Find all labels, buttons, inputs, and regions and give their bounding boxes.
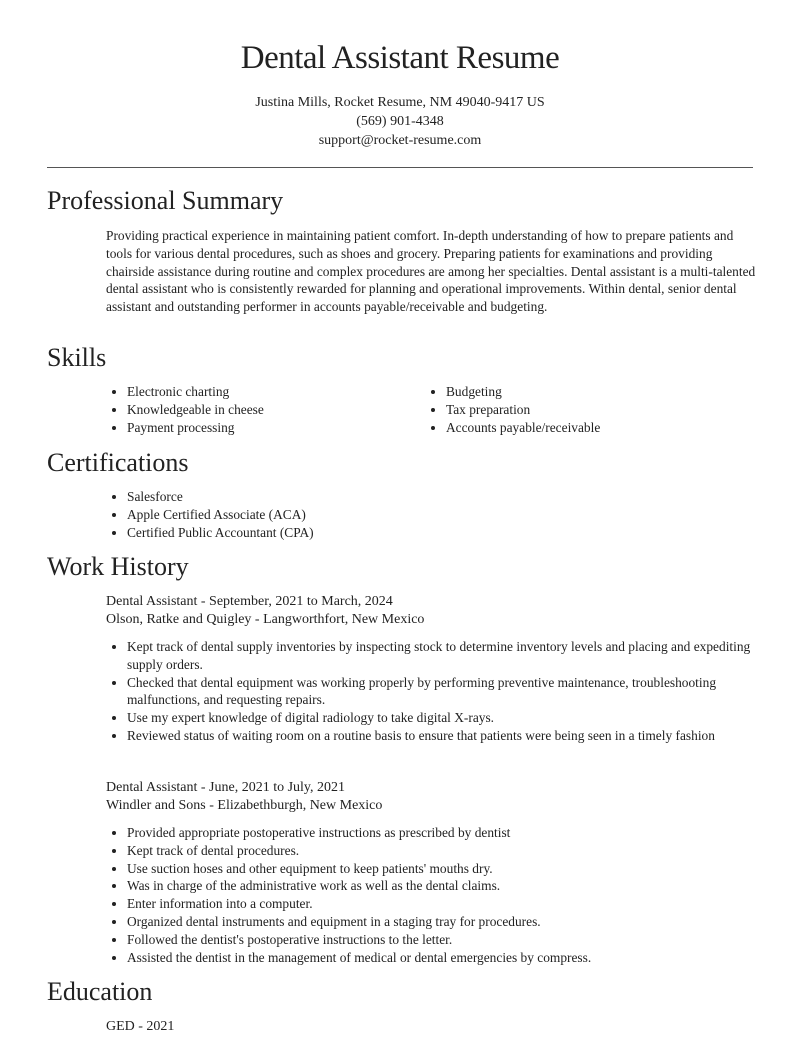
job-bullet: • Assisted the dentist in the management of medical or dental emergencies by compress.: [127, 949, 777, 967]
skill-item: • Tax preparation: [446, 401, 746, 419]
job-bullet: • Checked that dental equipment was working properly by performing preventive maintenance, troubleshooting malfunctions, and requesting repairs.: [127, 674, 777, 710]
job-bullet: • Provided appropriate postoperative instructions as prescribed by dentist: [127, 824, 777, 842]
job-bullet: • Use suction hoses and other equipment to keep patients' mouths dry.: [127, 860, 777, 878]
certifications-list: [106, 488, 727, 541]
job-title-line: Dental Assistant - June, 2021 to July, 2021: [106, 780, 346, 795]
job-bullet: • Kept track of dental procedures.: [127, 842, 777, 860]
skill-item: • Electronic charting: [127, 383, 427, 401]
section-heading-work-history: Work History: [47, 552, 189, 581]
skills-list-right: [425, 383, 746, 436]
job-bullet: • Was in charge of the administrative work as well as the dental claims.: [127, 877, 777, 895]
contact-email: support@rocket-resume.com: [318, 133, 482, 148]
job-company-line: Olson, Ratke and Quigley - Langworthfort, New Mexico: [106, 612, 425, 627]
contact-address: Justina Mills, Rocket Resume, NM 49040-9417 US: [255, 95, 545, 110]
skill-item: • Accounts payable/receivable: [446, 419, 746, 437]
job-title-line: Dental Assistant - September, 2021 to March, 2024: [106, 594, 393, 609]
job-bullet: • Enter information into a computer.: [127, 895, 777, 913]
job-bullets: [106, 824, 777, 966]
header-divider: [47, 167, 753, 168]
education-item: GED - 2021: [106, 1019, 175, 1034]
section-heading-skills: Skills: [47, 343, 107, 372]
resume-title: Dental Assistant Resume: [240, 40, 560, 76]
section-heading-certifications: Certifications: [47, 448, 189, 477]
certification-item: • Salesforce: [127, 488, 727, 506]
job-company-line: Windler and Sons - Elizabethburgh, New Mexico: [106, 798, 383, 813]
skill-item: • Budgeting: [446, 383, 746, 401]
job-bullet: • Use my expert knowledge of digital radiology to take digital X-rays.: [127, 709, 777, 727]
certification-item: • Certified Public Accountant (CPA): [127, 524, 727, 542]
job-bullets: [106, 638, 777, 745]
skills-list-left: [106, 383, 427, 436]
section-heading-summary: Professional Summary: [47, 186, 284, 215]
skill-item: • Knowledgeable in cheese: [127, 401, 427, 419]
job-bullet: • Kept track of dental supply inventories by inspecting stock to determine inventory levels and placing and expediting supply orders.: [127, 638, 777, 674]
summary-text: Providing practical experience in maintaining patient comfort. In-depth understanding of how to prepare patients and tools for various dental procedures, such as shoes and grocery. Preparing patients for examinations and providing chairside assistance during routine and complex procedures are among her specialties. Dental assistant is a multi-talented dental assistant who is consistently rewarded for planning and operational improvements. Within dental, senior dental assistant and outstanding performer in accounts payable/receivable and budgeting.: [106, 228, 756, 315]
job-bullet: • Reviewed status of waiting room on a routine basis to ensure that patients were being seen in a timely fashion: [127, 727, 777, 745]
section-heading-education: Education: [47, 977, 153, 1006]
certification-item: • Apple Certified Associate (ACA): [127, 506, 727, 524]
contact-phone: (569) 901-4348: [356, 114, 444, 129]
skill-item: • Payment processing: [127, 419, 427, 437]
job-bullet: • Followed the dentist's postoperative instructions to the letter.: [127, 931, 777, 949]
job-bullet: • Organized dental instruments and equipment in a staging tray for procedures.: [127, 913, 777, 931]
